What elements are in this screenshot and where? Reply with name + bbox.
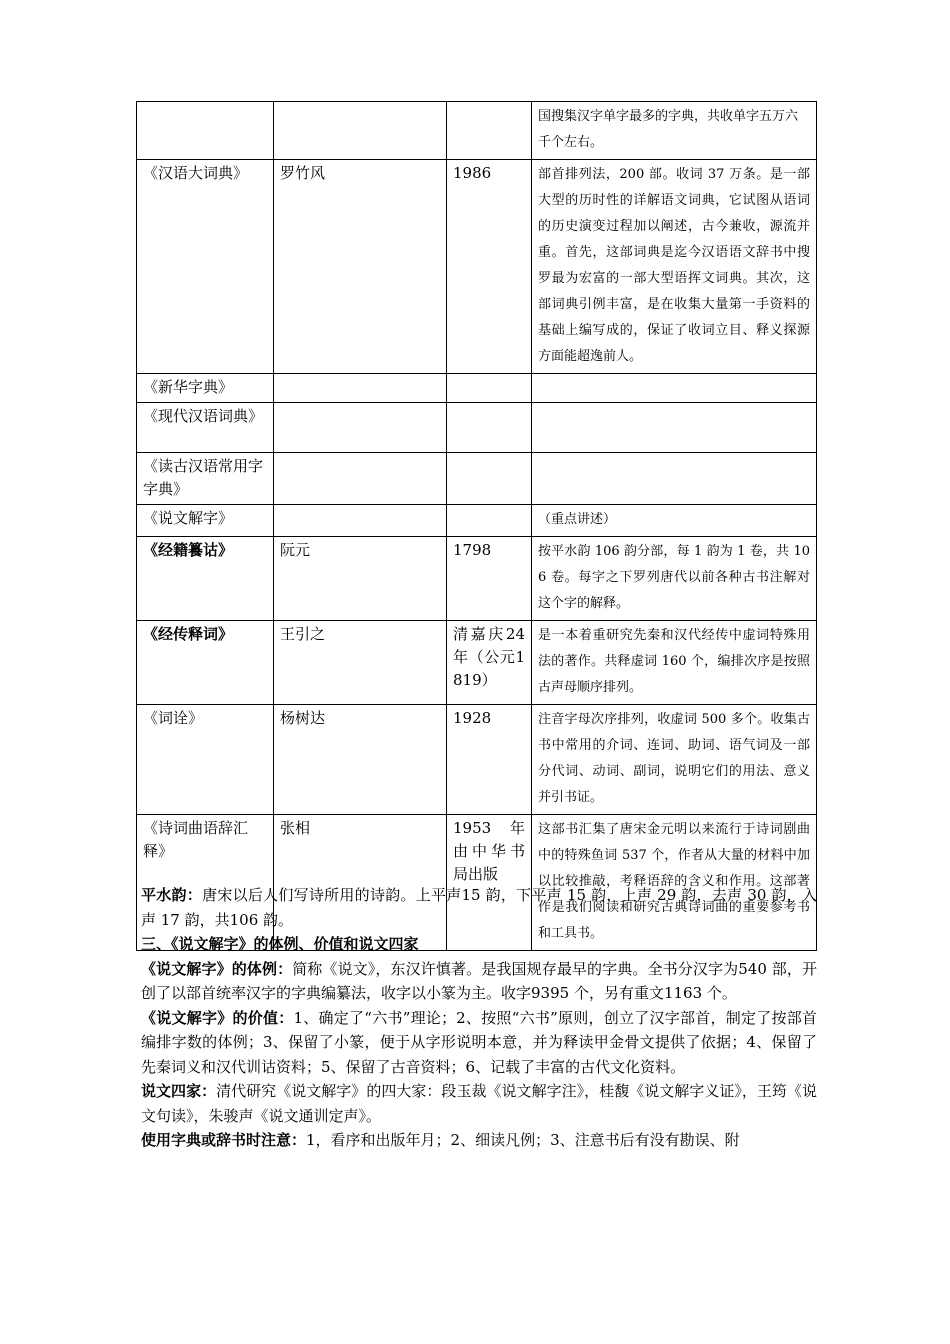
cell-note: 按平水韵 106 韵分部，每 1 韵为 1 卷，共 106 卷。每字之下罗列唐代以前各种古书注解对这个字的解释。	[532, 537, 817, 621]
paragraph-text: 清代研究《说文解字》的四大家：段玉裁《说文解字注》，桂馥《说文解字义证》，王筠《说文句读》，朱骏声《说文通训定声》。	[141, 1082, 817, 1125]
paragraph-text: 唐宋以后人们写诗所用的诗韵。上平声15 韵，下平声 15 韵，上声 29 韵，去声 30 韵，入声 17 韵，共106 韵。	[141, 886, 817, 929]
paragraph-tili	[141, 957, 817, 1006]
cell-title: 《现代汉语词典》	[137, 403, 274, 453]
cell-title: 《读古汉语常用字字典》	[137, 453, 274, 505]
cell-title: 《经传释词》	[137, 621, 274, 705]
cell-note	[532, 374, 817, 403]
cell-author	[274, 102, 447, 160]
cell-title: 《诗词曲语辞汇释》	[137, 815, 274, 951]
cell-year	[447, 505, 532, 537]
paragraph-text: 1、确定了“六书”理论；2、按照“六书”原则，创立了汉字部首，制定了按部首编排字数的体例；3、保留了小篆，便于从字形说明本意，并为释读甲金骨文提供了依据；4、保留了先秦词义和汉代训诂资料；5、保留了古音资料；6、记载了丰富的古代文化资料。	[141, 1008, 817, 1076]
paragraph-pingshuiyun	[141, 883, 817, 932]
cell-year: 1798	[447, 537, 532, 621]
cell-author	[274, 374, 447, 403]
table-row	[137, 160, 817, 374]
cell-author: 王引之	[274, 621, 447, 705]
body-text	[141, 883, 817, 1153]
dictionary-table	[136, 101, 817, 951]
cell-author	[274, 403, 447, 453]
cell-note: 是一本着重研究先秦和汉代经传中虚词特殊用法的著作。共释虚词 160 个，编排次序是按照古声母顺序排列。	[532, 621, 817, 705]
cell-note: （重点讲述）	[532, 505, 817, 537]
cell-title: 《新华字典》	[137, 374, 274, 403]
cell-title: 《汉语大词典》	[137, 160, 274, 374]
table-row	[137, 374, 817, 403]
cell-year: 1953 年由中华书局出版	[447, 815, 532, 951]
table-row	[137, 102, 817, 160]
cell-title: 《说文解字》	[137, 505, 274, 537]
cell-author	[274, 505, 447, 537]
cell-year	[447, 102, 532, 160]
paragraph-jiazhi	[141, 1006, 817, 1080]
cell-year	[447, 453, 532, 505]
cell-note: 注音字母次序排列，收虚词 500 多个。收集古书中常用的介词、连词、助词、语气词及一部分代词、动词、副词，说明它们的用法、意义并引书证。	[532, 705, 817, 815]
cell-year: 1986	[447, 160, 532, 374]
paragraph-text: 简称《说文》，东汉许慎著。是我国规存最早的字典。全书分汉字为540 部，开创了以部首统率汉字的字典编纂法，收字以小篆为主。收字9395 个，另有重文1163 个。	[141, 959, 817, 1002]
cell-title	[137, 102, 274, 160]
table-row	[137, 537, 817, 621]
cell-year	[447, 374, 532, 403]
cell-author: 罗竹风	[274, 160, 447, 374]
cell-year	[447, 403, 532, 453]
paragraph-label: 平水韵：	[141, 886, 203, 904]
cell-year: 清嘉庆24年（公元1819）	[447, 621, 532, 705]
paragraph-sijia	[141, 1079, 817, 1128]
table-row	[137, 453, 817, 505]
table-row	[137, 621, 817, 705]
cell-note: 这部书汇集了唐宋金元明以来流行于诗词剧曲中的特殊鱼词 537 个，作者从大量的材料中加以比较推敲，考释语辞的含义和作用。这部著作是我们阅读和研究古典诗词曲的重要参考书和工具书。	[532, 815, 817, 951]
table-row	[137, 505, 817, 537]
paragraph-zhuyi	[141, 1128, 817, 1153]
cell-author: 杨树达	[274, 705, 447, 815]
section-heading-text: 三、《说文解字》的体例、价值和说文四家	[141, 935, 419, 953]
cell-note	[532, 453, 817, 505]
cell-author: 张相	[274, 815, 447, 951]
paragraph-label: 《说文解字》的价值：	[141, 1008, 294, 1027]
cell-author	[274, 453, 447, 505]
section-heading	[141, 932, 817, 957]
cell-note: 国搜集汉字单字最多的字典，共收单字五万六千个左右。	[532, 102, 817, 160]
table-row	[137, 705, 817, 815]
cell-note	[532, 403, 817, 453]
cell-title: 《词诠》	[137, 705, 274, 815]
paragraph-label: 《说文解字》的体例：	[141, 959, 293, 978]
table-row	[137, 403, 817, 453]
paragraph-label: 说文四家：	[141, 1082, 217, 1100]
cell-title: 《经籍籑诂》	[137, 537, 274, 621]
paragraph-text: 1，看序和出版年月；2、细读凡例；3、注意书后有没有勘误、附	[306, 1131, 740, 1149]
paragraph-label: 使用字典或辞书时注意：	[141, 1131, 307, 1149]
cell-author: 阮元	[274, 537, 447, 621]
cell-year: 1928	[447, 705, 532, 815]
cell-note: 部首排列法，200 部。收词 37 万条。是一部大型的历时性的详解语文词典，它试图从语词的历史演变过程加以阐述，古今兼收，源流并重。首先，这部词典是迄今汉语语文辞书中搜罗最为宏富的一部大型语挥文词典。其次，这部词典引例丰富，是在收集大量第一手资料的基础上编写成的，保证了收词立目、释义探源方面能超逸前人。	[532, 160, 817, 374]
